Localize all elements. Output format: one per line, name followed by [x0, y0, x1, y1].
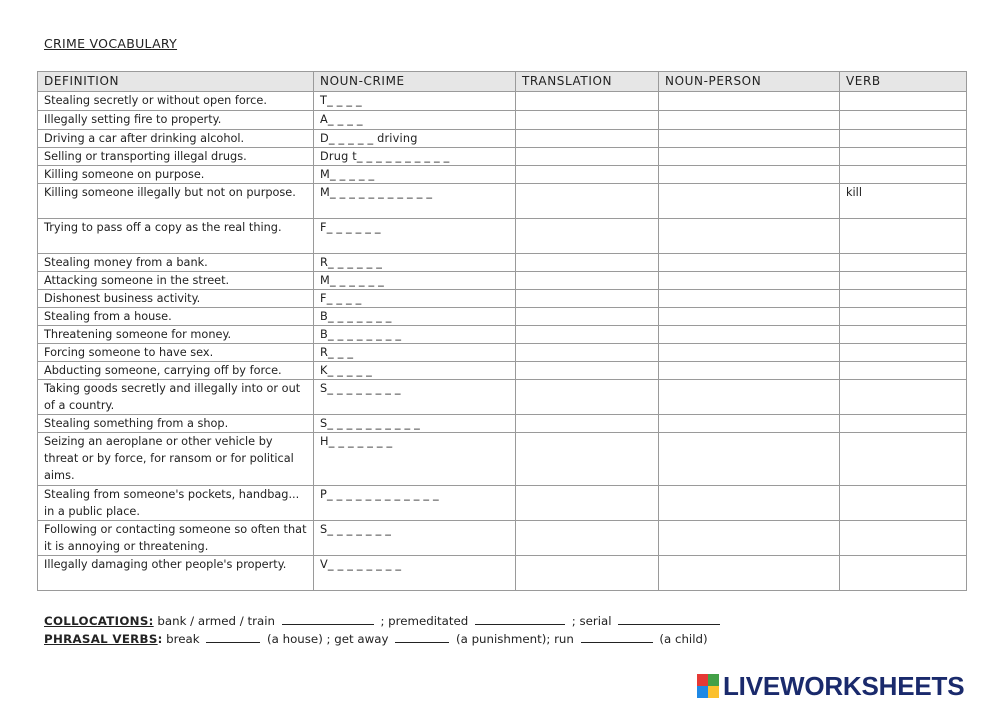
definition-cell: Stealing from someone's pockets, handbag... in a public place. — [38, 486, 314, 521]
liveworksheets-logo — [697, 673, 964, 699]
noun-crime-cell: A_ _ _ _ — [314, 111, 516, 130]
definition-cell: Abducting someone, carrying off by force. — [38, 362, 314, 380]
definition-cell: Driving a car after drinking alcohol. — [38, 130, 314, 148]
table-row — [38, 184, 967, 219]
verb-cell[interactable] — [840, 272, 967, 290]
collocations-text-1: bank / armed / train — [157, 614, 275, 628]
header-definition: DEFINITION — [38, 72, 314, 92]
noun-person-cell[interactable] — [659, 148, 840, 166]
translation-cell[interactable] — [516, 415, 659, 433]
table-row — [38, 362, 967, 380]
phrasal-blank-2[interactable] — [395, 632, 449, 643]
noun-crime-cell: M_ _ _ _ _ _ _ _ _ _ _ — [314, 184, 516, 219]
collocations-text-3: ; serial — [571, 614, 612, 628]
noun-person-cell[interactable] — [659, 521, 840, 556]
verb-cell[interactable] — [840, 290, 967, 308]
definition-cell: Seizing an aeroplane or other vehicle by threat or by force, for ransom or for political aims. — [38, 433, 314, 486]
table-row — [38, 92, 967, 111]
verb-cell[interactable] — [840, 111, 967, 130]
verb-cell[interactable] — [840, 254, 967, 272]
definition-cell: Taking goods secretly and illegally into or out of a country. — [38, 380, 314, 415]
verb-cell[interactable] — [840, 308, 967, 326]
noun-crime-cell: V_ _ _ _ _ _ _ _ — [314, 556, 516, 591]
noun-person-cell[interactable] — [659, 272, 840, 290]
translation-cell[interactable] — [516, 344, 659, 362]
noun-crime-cell: B_ _ _ _ _ _ _ _ — [314, 326, 516, 344]
translation-cell[interactable] — [516, 184, 659, 219]
verb-cell[interactable] — [840, 92, 967, 111]
table-header-row — [38, 72, 967, 92]
phrasal-blank-3[interactable] — [581, 632, 653, 643]
verb-cell[interactable] — [840, 326, 967, 344]
noun-crime-cell: F_ _ _ _ _ _ — [314, 219, 516, 254]
noun-crime-cell: M_ _ _ _ _ _ — [314, 272, 516, 290]
table-row — [38, 556, 967, 591]
table-row — [38, 111, 967, 130]
verb-cell[interactable] — [840, 166, 967, 184]
translation-cell[interactable] — [516, 219, 659, 254]
translation-cell[interactable] — [516, 130, 659, 148]
phrasal-text-1: break — [166, 632, 200, 646]
table-row — [38, 219, 967, 254]
translation-cell[interactable] — [516, 92, 659, 111]
translation-cell[interactable] — [516, 148, 659, 166]
noun-person-cell[interactable] — [659, 556, 840, 591]
table-row — [38, 344, 967, 362]
noun-crime-cell: R_ _ _ _ _ _ — [314, 254, 516, 272]
definition-cell: Stealing from a house. — [38, 308, 314, 326]
table-body — [38, 92, 967, 591]
noun-person-cell[interactable] — [659, 344, 840, 362]
noun-crime-cell: D_ _ _ _ _ driving — [314, 130, 516, 148]
verb-cell[interactable] — [840, 344, 967, 362]
noun-crime-cell: Drug t_ _ _ _ _ _ _ _ _ _ — [314, 148, 516, 166]
noun-person-cell[interactable] — [659, 326, 840, 344]
noun-person-cell[interactable] — [659, 415, 840, 433]
definition-cell: Threatening someone for money. — [38, 326, 314, 344]
header-translation: TRANSLATION — [516, 72, 659, 92]
phrasal-verbs-colon: : — [157, 632, 163, 646]
translation-cell[interactable] — [516, 521, 659, 556]
noun-person-cell[interactable] — [659, 184, 840, 219]
noun-person-cell[interactable] — [659, 362, 840, 380]
definition-cell: Stealing something from a shop. — [38, 415, 314, 433]
verb-cell[interactable] — [840, 415, 967, 433]
translation-cell[interactable] — [516, 111, 659, 130]
table-row — [38, 415, 967, 433]
translation-cell[interactable] — [516, 290, 659, 308]
translation-cell[interactable] — [516, 380, 659, 415]
table-row — [38, 326, 967, 344]
brand-name: LIVEWORKSHEETS — [723, 671, 965, 701]
page-title: CRIME VOCABULARY — [44, 36, 178, 51]
table-row — [38, 486, 967, 521]
phrasal-blank-1[interactable] — [206, 632, 260, 643]
table-row — [38, 254, 967, 272]
noun-person-cell[interactable] — [659, 486, 840, 521]
table-row — [38, 521, 967, 556]
noun-person-cell[interactable] — [659, 111, 840, 130]
definition-cell: Trying to pass off a copy as the real thing. — [38, 219, 314, 254]
collocations-label: COLLOCATIONS: — [44, 614, 154, 628]
table-row — [38, 148, 967, 166]
translation-cell[interactable] — [516, 166, 659, 184]
translation-cell[interactable] — [516, 308, 659, 326]
collocation-blank-1[interactable] — [282, 614, 374, 625]
noun-crime-cell: T_ _ _ _ — [314, 92, 516, 111]
noun-crime-cell: M_ _ _ _ _ — [314, 166, 516, 184]
noun-crime-cell: R_ _ _ — [314, 344, 516, 362]
verb-cell[interactable] — [840, 130, 967, 148]
header-noun-person: NOUN-PERSON — [659, 72, 840, 92]
definition-cell: Attacking someone in the street. — [38, 272, 314, 290]
collocation-blank-3[interactable] — [618, 614, 720, 625]
definition-cell: Illegally setting fire to property. — [38, 111, 314, 130]
noun-crime-cell: H_ _ _ _ _ _ _ — [314, 433, 516, 486]
translation-cell[interactable] — [516, 556, 659, 591]
verb-cell[interactable] — [840, 556, 967, 591]
table-row — [38, 433, 967, 486]
definition-cell: Killing someone on purpose. — [38, 166, 314, 184]
verb-cell[interactable] — [840, 433, 967, 486]
noun-crime-cell: S_ _ _ _ _ _ _ — [314, 521, 516, 556]
table-row — [38, 166, 967, 184]
phrasal-text-3: (a punishment); run — [455, 632, 574, 646]
phrasal-text-4: (a child) — [659, 632, 708, 646]
definition-cell: Stealing money from a bank. — [38, 254, 314, 272]
noun-crime-cell: S_ _ _ _ _ _ _ _ _ _ — [314, 415, 516, 433]
table-row — [38, 272, 967, 290]
verb-cell[interactable] — [840, 362, 967, 380]
noun-crime-cell: B_ _ _ _ _ _ _ — [314, 308, 516, 326]
noun-person-cell[interactable] — [659, 308, 840, 326]
verb-cell[interactable] — [840, 486, 967, 521]
noun-crime-cell: P_ _ _ _ _ _ _ _ _ _ _ _ — [314, 486, 516, 521]
translation-cell[interactable] — [516, 486, 659, 521]
table-row — [38, 130, 967, 148]
phrasal-verbs-label: PHRASAL VERBS — [44, 632, 158, 646]
noun-crime-cell: S_ _ _ _ _ _ _ _ — [314, 380, 516, 415]
translation-cell[interactable] — [516, 272, 659, 290]
noun-person-cell[interactable] — [659, 380, 840, 415]
definition-cell: Selling or transporting illegal drugs. — [38, 148, 314, 166]
translation-cell[interactable] — [516, 362, 659, 380]
translation-cell[interactable] — [516, 326, 659, 344]
definition-cell: Illegally damaging other people's property. — [38, 556, 314, 591]
definition-cell: Following or contacting someone so often that it is annoying or threatening. — [38, 521, 314, 556]
noun-person-cell[interactable] — [659, 219, 840, 254]
verb-cell[interactable] — [840, 148, 967, 166]
header-noun-crime: NOUN-CRIME — [314, 72, 516, 92]
noun-person-cell[interactable] — [659, 166, 840, 184]
definition-cell: Forcing someone to have sex. — [38, 344, 314, 362]
table-row — [38, 380, 967, 415]
definition-cell: Dishonest business activity. — [38, 290, 314, 308]
vocabulary-table — [37, 71, 967, 591]
verb-cell[interactable] — [840, 521, 967, 556]
phrasal-text-2: (a house) ; get away — [267, 632, 389, 646]
table-row — [38, 290, 967, 308]
noun-person-cell[interactable] — [659, 130, 840, 148]
definition-cell: Stealing secretly or without open force. — [38, 92, 314, 111]
noun-person-cell[interactable] — [659, 433, 840, 486]
collocations-line — [44, 614, 723, 628]
table-row — [38, 308, 967, 326]
noun-person-cell[interactable] — [659, 290, 840, 308]
verb-cell[interactable] — [840, 380, 967, 415]
noun-crime-cell: F_ _ _ _ — [314, 290, 516, 308]
verb-cell[interactable] — [840, 219, 967, 254]
translation-cell[interactable] — [516, 254, 659, 272]
header-verb: VERB — [840, 72, 967, 92]
translation-cell[interactable] — [516, 433, 659, 486]
collocation-blank-2[interactable] — [475, 614, 565, 625]
definition-cell: Killing someone illegally but not on purpose. — [38, 184, 314, 219]
phrasal-verbs-line — [44, 632, 708, 646]
noun-crime-cell: K_ _ _ _ _ — [314, 362, 516, 380]
verb-cell[interactable]: kill — [840, 184, 967, 219]
noun-person-cell[interactable] — [659, 254, 840, 272]
noun-person-cell[interactable] — [659, 92, 840, 111]
collocations-text-2: ; premeditated — [380, 614, 469, 628]
liveworksheets-icon — [697, 674, 719, 698]
